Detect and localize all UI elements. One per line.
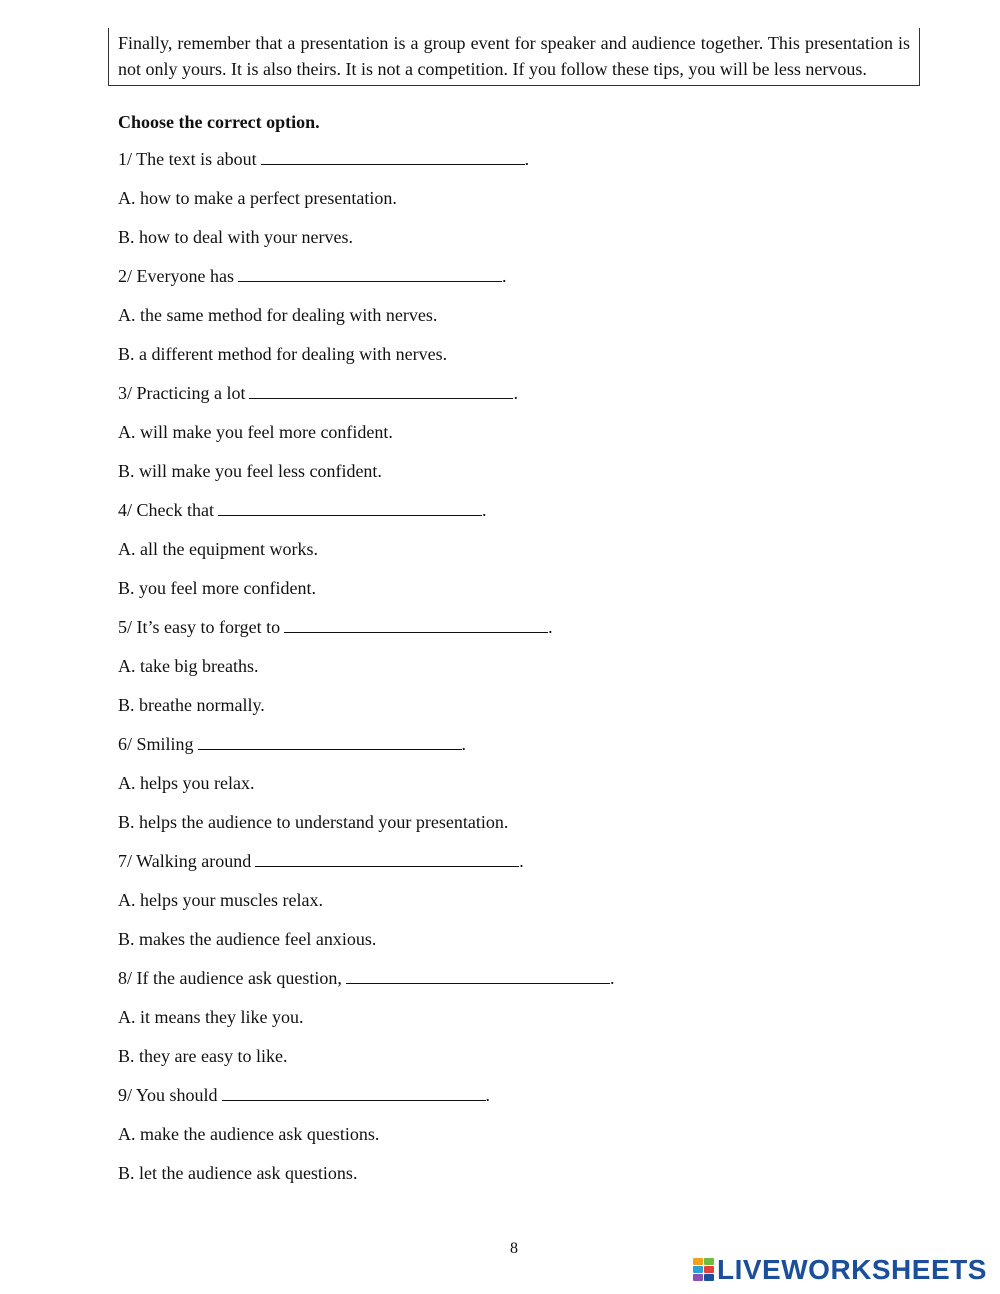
question-stem: 6/ Smiling . [118,734,467,754]
option-a[interactable]: A. helps your muscles relax. [118,890,323,910]
question-stem: 5/ It’s easy to forget to . [118,617,553,637]
question-text: 6/ Smiling [118,734,194,754]
answer-blank[interactable] [255,850,519,867]
option-b[interactable]: B. let the audience ask questions. [118,1163,358,1183]
option-a[interactable]: A. the same method for dealing with nerves. [118,305,438,325]
answer-blank[interactable] [222,1084,486,1101]
question-list [118,147,918,1200]
question-stem: 8/ If the audience ask question, . [118,968,615,988]
question-stem: 7/ Walking around . [118,851,524,871]
answer-blank[interactable] [218,499,482,516]
question-text: 2/ Everyone has [118,266,234,286]
question-stem: 2/ Everyone has . [118,266,507,286]
instruction-heading: Choose the correct option. [118,112,320,132]
brand-logo[interactable] [693,1255,987,1285]
question-stem: 3/ Practicing a lot . [118,383,518,403]
option-b[interactable]: B. you feel more confident. [118,578,316,598]
option-a[interactable]: A. helps you relax. [118,773,255,793]
question-stem: 1/ The text is about . [118,149,530,169]
option-a[interactable]: A. all the equipment works. [118,539,318,559]
answer-blank[interactable] [261,148,525,165]
option-b[interactable]: B. they are easy to like. [118,1046,288,1066]
liveworksheets-logo-icon [693,1258,715,1282]
question-text: 4/ Check that [118,500,214,520]
option-b[interactable]: B. breathe normally. [118,695,265,715]
question-text: 8/ If the audience ask question, [118,968,342,988]
question-stem: 4/ Check that . [118,500,487,520]
option-b[interactable]: B. helps the audience to understand your presentation. [118,812,509,832]
option-a[interactable]: A. how to make a perfect presentation. [118,188,397,208]
passage-box [108,28,920,86]
page-number: 8 [510,1240,518,1257]
question-text: 5/ It’s easy to forget to [118,617,281,637]
answer-blank[interactable] [238,265,502,282]
question-text: 9/ You should [118,1085,218,1105]
option-a[interactable]: A. take big breaths. [118,656,259,676]
brand-text: LIVEWORKSHEETS [717,1254,987,1285]
passage-text: Finally, remember that a presentation is a group event for speaker and audience together. This presentation is not only yours. It is also theirs. It is not a competition. If you follow these tips, you will be less nervous. [118,33,910,79]
option-b[interactable]: B. how to deal with your nerves. [118,227,353,247]
answer-blank[interactable] [284,616,548,633]
question-text: 1/ The text is about [118,149,257,169]
question-text: 7/ Walking around [118,851,252,871]
option-a[interactable]: A. will make you feel more confident. [118,422,393,442]
answer-blank[interactable] [249,382,513,399]
question-text: 3/ Practicing a lot [118,383,246,403]
answer-blank[interactable] [198,733,462,750]
answer-blank[interactable] [346,967,610,984]
option-b[interactable]: B. will make you feel less confident. [118,461,382,481]
question-stem: 9/ You should . [118,1085,491,1105]
option-a[interactable]: A. make the audience ask questions. [118,1124,380,1144]
option-b[interactable]: B. makes the audience feel anxious. [118,929,377,949]
option-b[interactable]: B. a different method for dealing with nerves. [118,344,448,364]
option-a[interactable]: A. it means they like you. [118,1007,304,1027]
